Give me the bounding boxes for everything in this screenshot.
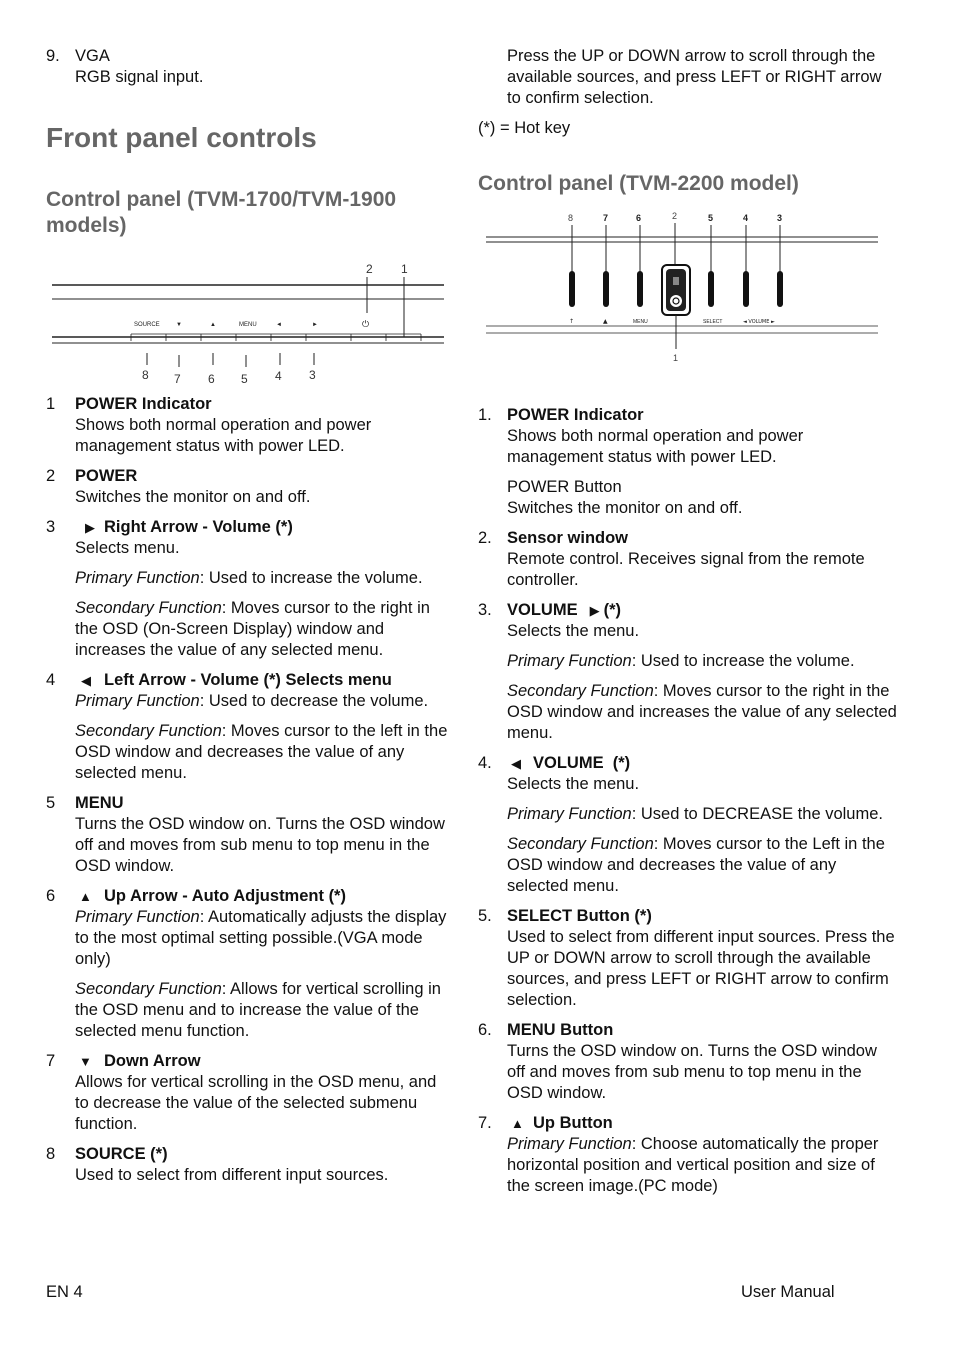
hotkey-note: (*) = Hot key: [478, 119, 571, 137]
item-description: Turns the OSD window on. Turns the OSD window off and moves from sub menu to top menu in the OSD window.: [75, 815, 445, 875]
primary-text: : Choose automatically the proper horizontal position and vertical position and size of the screen image.(PC mode): [507, 1135, 879, 1195]
list-item: [478, 753, 898, 897]
left-triangle-icon: ◀: [81, 673, 91, 688]
primary-label: Primary Function: [75, 908, 200, 926]
left-column: [46, 46, 451, 1195]
callout-7: 7: [174, 372, 181, 386]
item-description: Used to select from different input sources. Press the UP or DOWN arrow to scroll through the available sources, and press LEFT or RIGHT arrow to confirm selection.: [507, 928, 895, 1009]
item-description: Switches the monitor on and off.: [75, 488, 311, 506]
label-up-arrow: ↑: [569, 318, 575, 325]
secondary-text: : Moves cursor to the right in the OSD (On-Screen Display) window and increases the value of any selected menu.: [75, 599, 430, 659]
list-item: [46, 394, 451, 457]
callout-8: 8: [568, 213, 574, 223]
item-description: Shows both normal operation and power management status with power LED.: [75, 416, 372, 455]
list-item: [46, 886, 451, 1042]
item-title: Up Button: [533, 1114, 613, 1132]
label-select: SELECT: [703, 319, 723, 325]
item-title: VGA: [75, 47, 110, 65]
list-item: [46, 670, 451, 784]
list-item: [46, 517, 451, 661]
item-description: Selects the menu.: [507, 622, 640, 640]
item-number: 6.: [478, 1021, 492, 1039]
label-up: ▲: [603, 318, 608, 325]
callout-6: 6: [208, 372, 215, 386]
panel-diagram-svg-2200: [478, 211, 883, 376]
primary-label: Primary Function: [507, 652, 632, 670]
primary-label: Primary Function: [507, 1135, 632, 1153]
callout-8: 8: [142, 368, 149, 382]
list-item: [46, 793, 451, 877]
item-description: Used to select from different input sources.: [75, 1166, 389, 1184]
label-left: ◄: [276, 322, 282, 328]
item-description: Remote control. Receives signal from the remote controller.: [507, 550, 865, 589]
list-item: [46, 1051, 451, 1135]
secondary-label: Secondary Function: [507, 835, 654, 853]
primary-text: : Used to increase the volume.: [199, 569, 423, 587]
item-title: MENU Button: [507, 1021, 614, 1039]
list-item: [478, 1113, 898, 1197]
item-number: 9.: [46, 47, 60, 65]
down-triangle-icon: ▼: [79, 1054, 92, 1069]
callout-2: 2: [366, 262, 373, 276]
item-number: 8: [46, 1145, 56, 1163]
callout-4: 4: [275, 369, 282, 383]
item-description: Selects the menu.: [507, 775, 640, 793]
right-triangle-icon: ▶: [85, 520, 95, 535]
footer-page-number: EN 4: [46, 1283, 83, 1301]
item-number: 3.: [478, 601, 492, 619]
label-menu: MENU: [239, 322, 257, 328]
left-items-list: [46, 394, 451, 1186]
item-title: VOLUME (*): [533, 754, 631, 772]
item-number: 1.: [478, 406, 492, 424]
label-right: ►: [312, 322, 318, 328]
up-triangle-icon: ▲: [511, 1116, 524, 1131]
panel-diagram-svg: [46, 261, 451, 393]
item-number: 5.: [478, 907, 492, 925]
list-item: [46, 466, 451, 508]
label-volume: ◄ VOLUME ►: [743, 319, 775, 325]
secondary-text: : Moves cursor to the right in the OSD window and increases the value of any selected menu.: [507, 682, 897, 742]
item-extra-title: POWER Button: [507, 478, 622, 496]
item-description: RGB signal input.: [75, 68, 204, 86]
item-title: Sensor window: [507, 529, 629, 547]
item-number: 7.: [478, 1114, 492, 1132]
item-description: Allows for vertical scrolling in the OSD menu, and to decrease the value of the selected submenu function.: [75, 1073, 437, 1133]
item-title: Left Arrow - Volume (*) Selects menu: [104, 671, 392, 689]
secondary-text: : Allows for vertical scrolling in the OSD menu and to increase the value of the selected menu function.: [75, 980, 441, 1040]
power-icon: ⏻: [362, 320, 370, 330]
callout-3: 3: [777, 213, 783, 223]
callout-5: 5: [241, 372, 248, 386]
callout-2: 2: [672, 211, 678, 221]
item-number: 5: [46, 794, 56, 812]
item-title: POWER Indicator: [75, 395, 212, 413]
callout-5: 5: [708, 213, 714, 223]
callout-4: 4: [743, 213, 749, 223]
control-panel-diagram-tvm2200: [478, 211, 898, 391]
secondary-label: Secondary Function: [75, 722, 222, 740]
item-title: MENU: [75, 794, 124, 812]
item-title: POWER: [75, 467, 138, 485]
item-extra-description: Switches the monitor on and off.: [507, 499, 743, 517]
secondary-label: Secondary Function: [75, 980, 222, 998]
list-item: [478, 528, 898, 591]
item-description: Shows both normal operation and power management status with power LED.: [507, 427, 804, 466]
up-triangle-icon: ▲: [79, 889, 92, 904]
control-panel-diagram-tvm1700: [46, 261, 451, 393]
secondary-text: : Moves cursor to the Left in the OSD window and decreases the value of any selected menu.: [507, 835, 885, 895]
item-title: Right Arrow - Volume (*): [104, 518, 293, 536]
item-number: 7: [46, 1052, 56, 1070]
primary-text: : Automatically adjusts the display to the most optimal setting possible.(VGA mode only): [75, 908, 447, 968]
item-number: 3: [46, 518, 56, 536]
left-triangle-icon: ◀: [511, 756, 521, 771]
primary-label: Primary Function: [75, 569, 200, 587]
item-title: SELECT Button (*): [507, 907, 652, 925]
item-title: POWER Indicator: [507, 406, 644, 424]
callout-1: 1: [401, 262, 408, 276]
callout-1: 1: [673, 353, 679, 363]
callout-3: 3: [309, 368, 316, 382]
item-number: 4.: [478, 754, 492, 772]
list-item: [478, 906, 898, 1011]
continuation-text: Press the UP or DOWN arrow to scroll through the available sources, and press LEFT or RIGHT arrow to confirm selection.: [507, 47, 882, 107]
item-number: 1: [46, 395, 56, 413]
callout-6: 6: [636, 213, 642, 223]
item-number: 2.: [478, 529, 492, 547]
item-title: VOLUME: [507, 601, 578, 619]
primary-label: Primary Function: [75, 692, 200, 710]
item-number: 2: [46, 467, 56, 485]
right-triangle-icon: ▶: [589, 603, 600, 618]
secondary-label: Secondary Function: [507, 682, 654, 700]
item-description: Turns the OSD window on. Turns the OSD window off and moves from sub menu to top menu in the OSD window.: [507, 1042, 877, 1102]
callout-7: 7: [603, 213, 609, 223]
right-column: [478, 46, 898, 1206]
list-item: [478, 405, 898, 519]
primary-text: : Used to decrease the volume.: [199, 692, 429, 710]
item-title: Up Arrow - Auto Adjustment (*): [104, 887, 346, 905]
right-items-list: [478, 405, 898, 1197]
list-item: [478, 600, 898, 744]
item-description: Selects menu.: [75, 539, 180, 557]
item-title: Down Arrow: [104, 1052, 201, 1070]
vga-item: [46, 46, 451, 88]
item-number: 6: [46, 887, 56, 905]
item-number: 4: [46, 671, 56, 689]
secondary-label: Secondary Function: [75, 599, 222, 617]
item-title-suffix: (*): [603, 601, 622, 619]
label-down: ▼: [176, 322, 182, 328]
label-menu: MENU: [633, 319, 648, 325]
primary-label: Primary Function: [507, 805, 632, 823]
list-item: [478, 1020, 898, 1104]
primary-text: : Used to increase the volume.: [631, 652, 855, 670]
primary-text: : Used to DECREASE the volume.: [631, 805, 883, 823]
item-title: SOURCE (*): [75, 1145, 168, 1163]
page-title: Front panel controls: [46, 122, 317, 153]
footer-manual-title: User Manual: [741, 1283, 835, 1301]
label-source: SOURCE: [134, 322, 160, 328]
list-item: [46, 1144, 451, 1186]
label-up: ▲: [210, 322, 216, 328]
section-heading-tvm2200: Control panel (TVM-2200 model): [478, 172, 799, 195]
section-heading-tvm1700: Control panel (TVM-1700/TVM-1900 models): [46, 188, 397, 237]
secondary-text: : Moves cursor to the left in the OSD window and decreases the value of any selected menu.: [75, 722, 448, 782]
